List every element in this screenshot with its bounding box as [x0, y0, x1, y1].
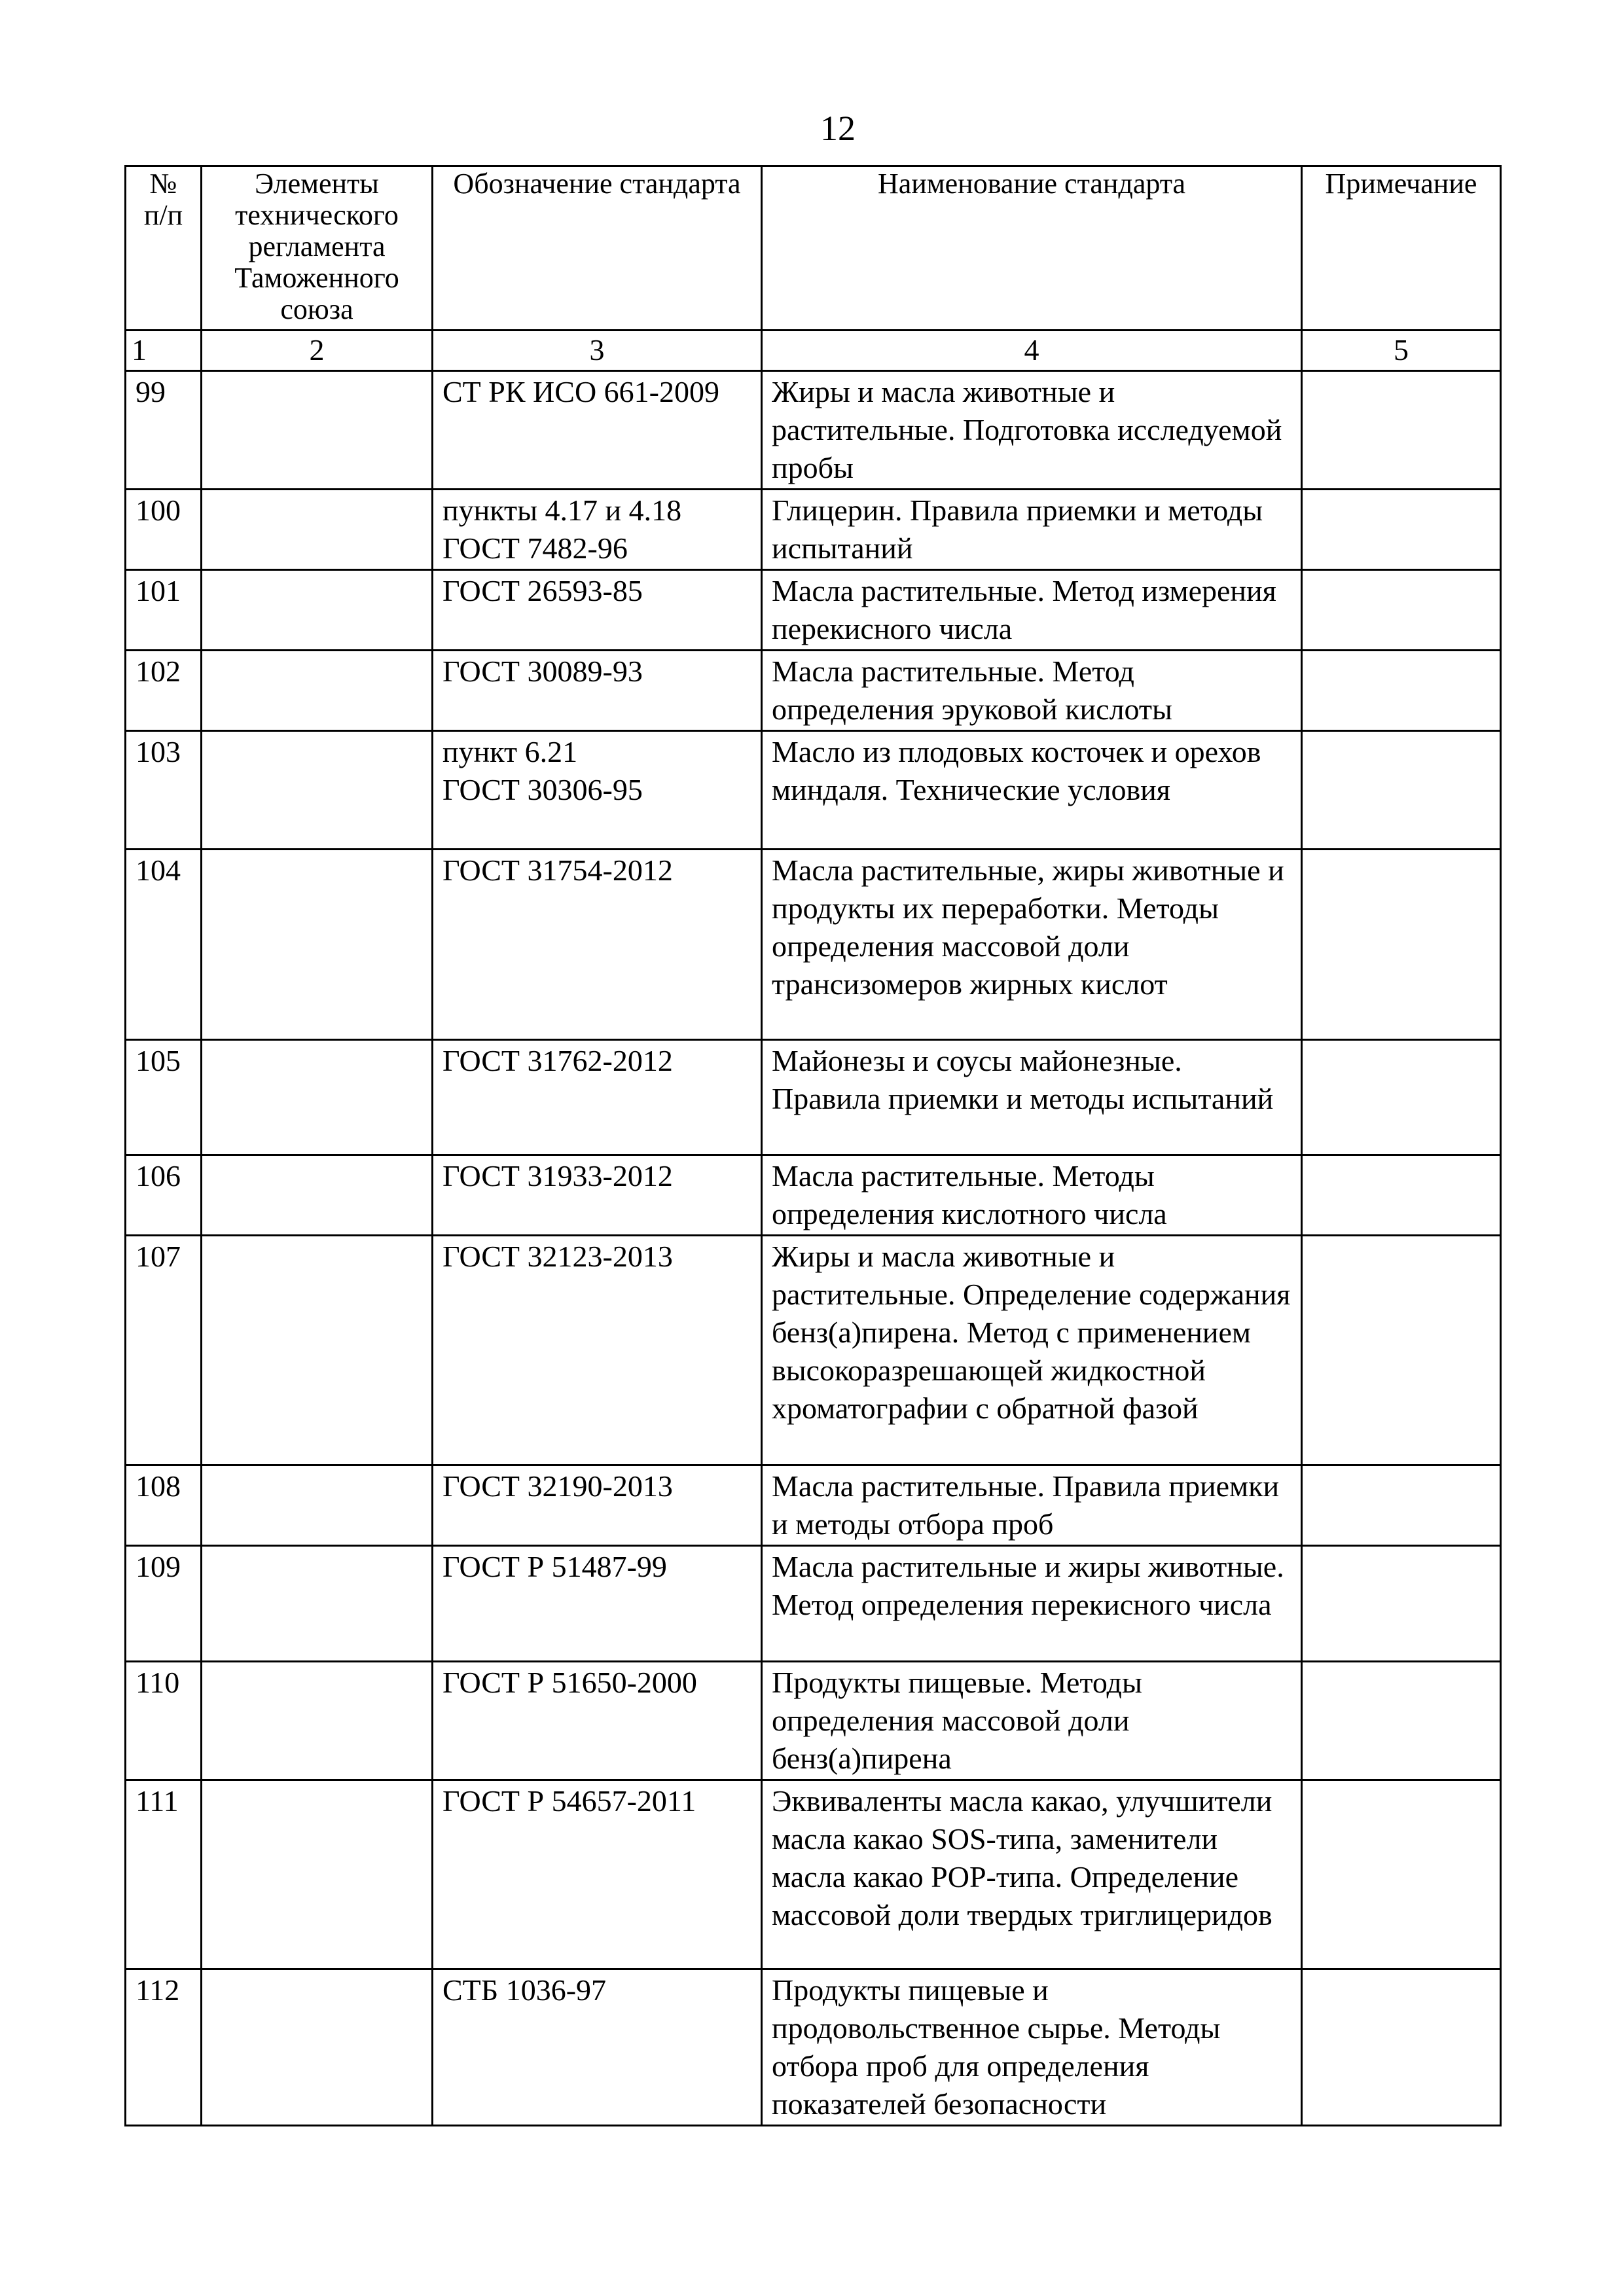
table-row [126, 850, 1501, 1040]
row-designation: ГОСТ Р 51650-2000 [433, 1662, 762, 1780]
row-element [202, 850, 433, 1040]
row-note [1302, 850, 1501, 1040]
row-designation: ГОСТ 30089-93 [433, 651, 762, 731]
row-designation: СТ РК ИСО 661-2009 [433, 371, 762, 490]
row-note [1302, 731, 1501, 850]
row-note [1302, 1780, 1501, 1969]
row-designation: пункты 4.17 и 4.18 ГОСТ 7482-96 [433, 490, 762, 570]
column-number-row [126, 331, 1501, 371]
header-element: Элементы технического регламента Таможенного союза [202, 166, 433, 331]
row-number: 107 [126, 1236, 202, 1465]
row-element [202, 1465, 433, 1546]
column-number: 5 [1302, 331, 1501, 371]
table-row [126, 1155, 1501, 1236]
row-designation: ГОСТ 31933-2012 [433, 1155, 762, 1236]
row-standard-name: Жиры и масла животные и растительные. Определение содержания бенз(а)пирена. Метод с применением высокоразрешающей жидкостной хроматографии с обратной фазой [762, 1236, 1302, 1465]
row-standard-name: Масла растительные, жиры животные и продукты их переработки. Методы определения массовой доли трансизомеров жирных кислот [762, 850, 1302, 1040]
column-number: 2 [202, 331, 433, 371]
row-designation: ГОСТ Р 51487-99 [433, 1546, 762, 1662]
table-row [126, 1465, 1501, 1546]
row-note [1302, 1465, 1501, 1546]
row-note [1302, 1040, 1501, 1155]
row-number: 100 [126, 490, 202, 570]
row-number: 110 [126, 1662, 202, 1780]
row-element [202, 651, 433, 731]
row-element [202, 1546, 433, 1662]
table-row [126, 490, 1501, 570]
row-note [1302, 570, 1501, 651]
table-row [126, 1546, 1501, 1662]
row-element [202, 731, 433, 850]
row-element [202, 1236, 433, 1465]
row-standard-name: Продукты пищевые. Методы определения массовой доли бенз(а)пирена [762, 1662, 1302, 1780]
row-number: 105 [126, 1040, 202, 1155]
row-designation: ГОСТ 31754-2012 [433, 850, 762, 1040]
row-note [1302, 1546, 1501, 1662]
row-note [1302, 1662, 1501, 1780]
table-row [126, 1780, 1501, 1969]
row-element [202, 371, 433, 490]
row-note [1302, 490, 1501, 570]
column-number: 4 [762, 331, 1302, 371]
row-designation: пункт 6.21 ГОСТ 30306-95 [433, 731, 762, 850]
row-note [1302, 1969, 1501, 2126]
page-number: 12 [820, 109, 856, 148]
row-standard-name: Масла растительные. Правила приемки и методы отбора проб [762, 1465, 1302, 1546]
row-number: 112 [126, 1969, 202, 2126]
row-designation: ГОСТ 31762-2012 [433, 1040, 762, 1155]
row-designation: ГОСТ 26593-85 [433, 570, 762, 651]
row-note [1302, 1155, 1501, 1236]
row-standard-name: Глицерин. Правила приемки и методы испытаний [762, 490, 1302, 570]
row-standard-name: Майонезы и соусы майонезные. Правила приемки и методы испытаний [762, 1040, 1302, 1155]
row-element [202, 1155, 433, 1236]
row-standard-name: Масло из плодовых косточек и орехов миндаля. Технические условия [762, 731, 1302, 850]
row-element [202, 1780, 433, 1969]
row-designation: ГОСТ 32190-2013 [433, 1465, 762, 1546]
row-number: 106 [126, 1155, 202, 1236]
row-element [202, 490, 433, 570]
column-number: 3 [433, 331, 762, 371]
row-element [202, 1969, 433, 2126]
row-standard-name: Жиры и масла животные и растительные. Подготовка исследуемой пробы [762, 371, 1302, 490]
table-row [126, 371, 1501, 490]
row-standard-name: Масла растительные. Метод определения эруковой кислоты [762, 651, 1302, 731]
row-number: 99 [126, 371, 202, 490]
row-number: 102 [126, 651, 202, 731]
header-number: № п/п [126, 166, 202, 331]
row-number: 109 [126, 1546, 202, 1662]
table-row [126, 570, 1501, 651]
row-number: 103 [126, 731, 202, 850]
row-designation: ГОСТ 32123-2013 [433, 1236, 762, 1465]
header-designation: Обозначение стандарта [433, 166, 762, 331]
row-designation: СТБ 1036-97 [433, 1969, 762, 2126]
row-number: 111 [126, 1780, 202, 1969]
row-number: 101 [126, 570, 202, 651]
row-element [202, 1662, 433, 1780]
table-row [126, 651, 1501, 731]
column-number: 1 [126, 331, 202, 371]
row-designation: ГОСТ Р 54657-2011 [433, 1780, 762, 1969]
table-header-row [126, 166, 1501, 331]
row-standard-name: Эквиваленты масла какао, улучшители масла какао SOS-типа, заменители масла какао POP-типа. Определение массовой доли твердых триглицеридов [762, 1780, 1302, 1969]
table-row [126, 1662, 1501, 1780]
standards-table [124, 165, 1502, 2126]
row-number: 104 [126, 850, 202, 1040]
table-row [126, 731, 1501, 850]
header-note: Примечание [1302, 166, 1501, 331]
table-row [126, 1040, 1501, 1155]
row-standard-name: Масла растительные. Методы определения кислотного числа [762, 1155, 1302, 1236]
table-row [126, 1969, 1501, 2126]
row-standard-name: Продукты пищевые и продовольственное сырье. Методы отбора проб для определения показателей безопасности [762, 1969, 1302, 2126]
table-row [126, 1236, 1501, 1465]
row-standard-name: Масла растительные и жиры животные. Метод определения перекисного числа [762, 1546, 1302, 1662]
row-note [1302, 651, 1501, 731]
header-name: Наименование стандарта [762, 166, 1302, 331]
row-element [202, 1040, 433, 1155]
row-standard-name: Масла растительные. Метод измерения перекисного числа [762, 570, 1302, 651]
row-note [1302, 1236, 1501, 1465]
row-element [202, 570, 433, 651]
row-number: 108 [126, 1465, 202, 1546]
row-note [1302, 371, 1501, 490]
